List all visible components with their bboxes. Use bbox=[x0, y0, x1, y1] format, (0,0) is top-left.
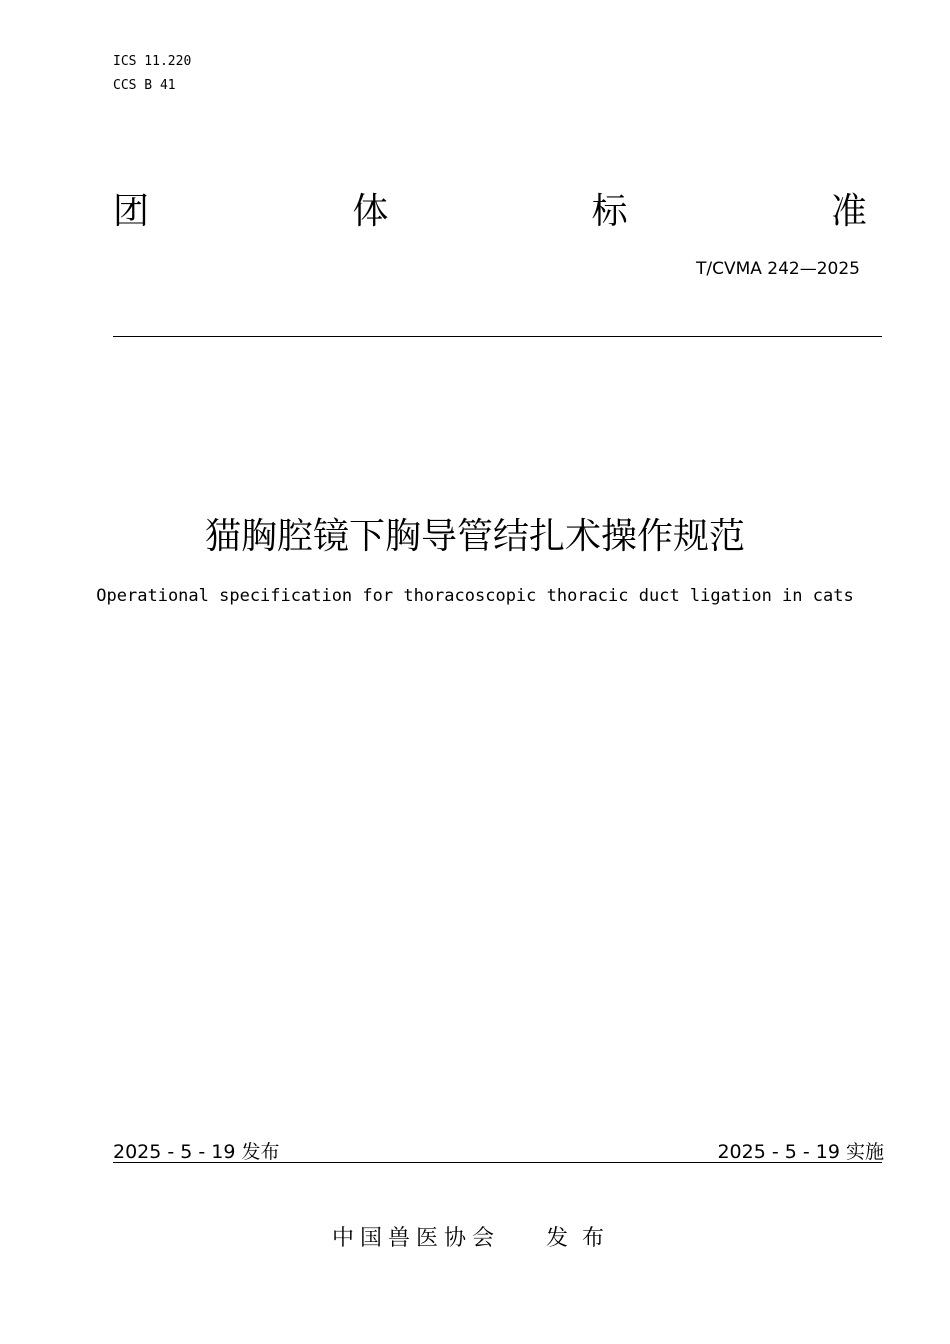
ics-code: ICS 11.220 bbox=[113, 54, 192, 69]
standard-type-heading bbox=[113, 183, 867, 233]
ccs-code: CCS B 41 bbox=[113, 78, 176, 93]
standard-type-char: 团 bbox=[113, 190, 150, 232]
classification-codes bbox=[113, 50, 191, 98]
document-title-chinese: 猫胸腔镜下胸导管结扎术操作规范 bbox=[204, 516, 745, 557]
header-divider bbox=[113, 336, 882, 337]
standard-number: T/CVMA 242—2025 bbox=[695, 259, 860, 279]
publisher-action: 发布 bbox=[546, 1226, 619, 1251]
publisher-organization: 中国兽医协会 bbox=[331, 1226, 500, 1251]
standard-type-char: 准 bbox=[830, 190, 867, 232]
document-title-english: Operational specification for thoracoscopic thoracic duct ligation in cats bbox=[96, 586, 854, 606]
standard-type-char: 体 bbox=[352, 190, 389, 232]
footer-divider bbox=[113, 1162, 882, 1163]
implementation-date: 2025 - 5 - 19 实施 bbox=[717, 1141, 884, 1163]
publish-date: 2025 - 5 - 19 发布 bbox=[113, 1141, 280, 1163]
standard-type-char: 标 bbox=[591, 190, 628, 232]
publisher-line bbox=[0, 1221, 950, 1252]
